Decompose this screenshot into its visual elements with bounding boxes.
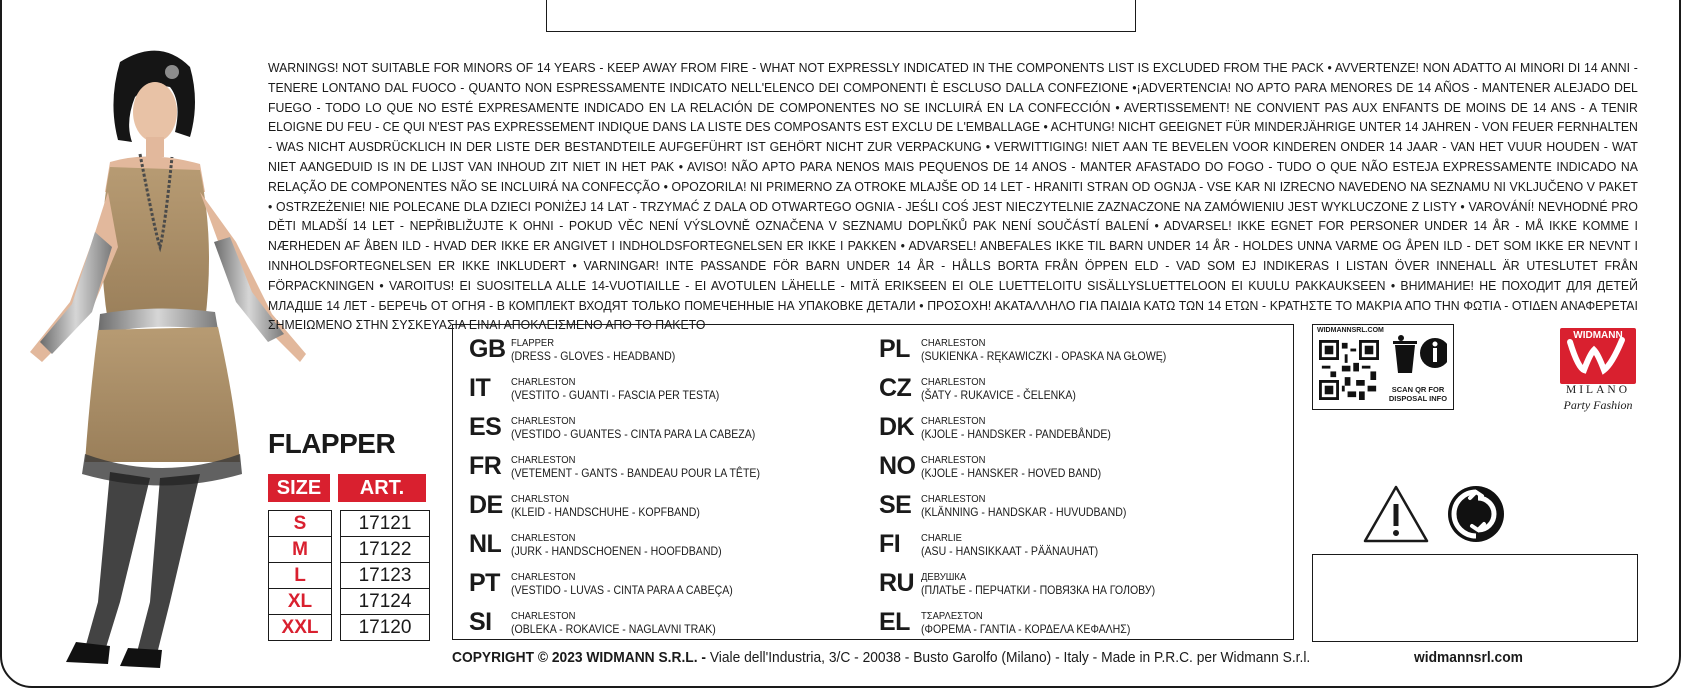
qr-url-label: WIDMANNSRL.COM [1317, 327, 1384, 334]
language-code: PT [469, 569, 500, 597]
language-product-name: ΤΣΑΡΛΕΣΤΟΝ [921, 610, 983, 622]
language-components: (ПЛАТЬЕ - ПЕРЧАТКИ - ПОВЯЗКА НА ГОЛОВУ) [921, 583, 1156, 597]
language-components: (ΦΟΡΕΜΑ - ΓΑΝΤΙΑ - ΚΟΡΔΕΛΑ ΚΕΦΑΛΗΣ) [921, 622, 1131, 636]
language-product-name: CHARLESTON [921, 454, 986, 466]
language-components: (SUKIENKA - RĘKAWICZKI - OPASKA NA GŁOWĘ) [921, 349, 1167, 363]
language-components: (DRESS - GLOVES - HEADBAND) [511, 349, 676, 363]
website-link[interactable]: widmannsrl.com [1414, 649, 1523, 666]
language-product-name: CHARLESTON [511, 415, 576, 427]
size-cell: XL [269, 589, 332, 615]
language-components: (JURK - HANDSCHOENEN - HOOFDBAND) [511, 544, 722, 558]
language-code: NO [879, 452, 916, 480]
size-cell: L [269, 563, 332, 589]
size-cell: XXL [269, 615, 332, 641]
language-product-name: ДЕВУШКА [921, 571, 967, 583]
green-dot-recycle-icon [1446, 484, 1506, 544]
language-product-name: CHARLESTON [511, 571, 576, 583]
table-row [269, 511, 430, 537]
language-code: RU [879, 569, 915, 597]
language-components: (VESTIDO - LUVAS - CINTA PARA A CABEÇA) [511, 583, 733, 597]
language-code: SI [469, 608, 492, 636]
language-components: (KJOLE - HANDSKER - PANDEBÅNDE) [921, 427, 1111, 441]
language-code: SE [879, 491, 912, 519]
language-code: CZ [879, 374, 912, 402]
article-cell: 17124 [341, 589, 430, 615]
language-code: PL [879, 335, 910, 363]
table-row [269, 615, 430, 641]
size-cell: M [269, 537, 332, 563]
widmann-logo [1560, 324, 1638, 384]
language-components: (VESTIDO - GUANTES - CINTA PARA LA CABEZA) [511, 427, 756, 441]
warning-triangle-icon [1362, 484, 1430, 544]
table-row [269, 589, 430, 615]
language-code: FI [879, 530, 901, 558]
language-product-name: CHARLESTON [511, 610, 576, 622]
language-components: (ŠATY - RUKAVICE - ČELENKA) [921, 388, 1076, 402]
language-product-name: FLAPPER [511, 337, 555, 349]
language-product-name: CHARLESTON [921, 415, 986, 427]
logo-brand-text: WIDMANN [1573, 330, 1623, 341]
language-product-name: CHARLIE [921, 532, 962, 544]
language-product-name: CHARLESTON [921, 337, 986, 349]
logo-tagline: Party Fashion [1563, 398, 1633, 412]
article-cell: 17122 [341, 537, 430, 563]
table-row [269, 537, 430, 563]
language-components: (OBLEKA - ROKAVICE - NAGLAVNI TRAK) [511, 622, 716, 636]
recycle-bin-info-icon [1389, 333, 1447, 375]
article-cell: 17123 [341, 563, 430, 589]
language-code: EL [879, 608, 910, 636]
language-code: IT [469, 374, 491, 402]
blank-label-box [1312, 554, 1638, 642]
language-code: FR [469, 452, 502, 480]
language-components: (KLEID - HANDSCHUHE - KOPFBAND) [511, 505, 700, 519]
language-list-box [452, 324, 1294, 640]
language-components: (KJOLE - HANSKER - HOVED BAND) [921, 466, 1102, 480]
language-code: ES [469, 413, 502, 441]
logo-city: MILANO [1566, 384, 1630, 396]
language-product-name: CHARLESTON [921, 376, 986, 388]
language-product-name: CHARLESTON [511, 376, 576, 388]
language-components: (VESTITO - GUANTI - FASCIA PER TESTA) [511, 388, 720, 402]
qr-code-icon [1319, 339, 1379, 401]
language-components: (ASU - HANSIKKAAT - PÄÄNAUHAT) [921, 544, 1099, 558]
scan-qr-label: SCAN QR FOR DISPOSAL INFO [1388, 385, 1448, 403]
language-code: GB [469, 335, 506, 363]
language-code: DK [879, 413, 915, 441]
language-product-name: CHARLSTON [511, 493, 570, 505]
safety-warnings-text: WARNINGS! NOT SUITABLE FOR MINORS OF 14 YEARS - KEEP AWAY FROM FIRE - WHAT NOT EXPRESSLY INDICATED IN THE COMPONENTS LIST IS EXCLUDED FROM THE PACK • AVVERTENZE! NON ADATTO AI MINORI DI 14 ANNI - TENERE LONTANO DAL FUOCO - QUANTO NON ESPRESSAMENTE INDICATO NELL'ELENCO DEI COMPONENTI È ESCLUSO DALLA CONFEZIONE •¡ADVERTENCIA! NO APTO PARA MENORES DE 14 AÑOS - MANTENER ALEJADO DEL FUEGO - TODO LO QUE NO ESTÉ EXPRESAMENTE INDICADO EN LA RELACIÓN DE COMPONENTES NO SE INCLUIRÁ EN LA CONFECCIÓN • AVERTISSEMENT! NE CONVIENT PAS AUX ENFANTS DE MOINS DE 14 ANS - A TENIR ELOIGNE DU FEU - CE QUI N'EST PAS EXPRESSEMENT INDIQUE DANS LA LISTE DES COMPOSANTS EST EXCLU DE L'EMBALLAGE • ACHTUNG! NICHT GEEIGNET FÜR MINDERJÄHRIGE UNTER 14 JAHREN - VON FEUER FERNHALTEN - WAS NICHT AUSDRÜCKLICH IN DER LISTE DER BESTANDTEILE AUFGEFÜHRT IST GEHÖRT NICHT ZUR VERPACKUNG • VERWITTIGING! NIET AAN TE BEVELEN VOOR KINDEREN ONDER 14 JAAR - VAN HET VUUR HOUDEN - WAT NIET AANGEDUID IS IN DE LIJST VAN INHOUD ZIT NIET IN HET PAK • AVISO! NÃO APTO PARA NENOS MAIS PEQUENOS DE 14 ANOS - MANTER AFASTADO DO FOGO - TUDO O QUE NÃO ESTEJA EXPRESSAMENTE INDICADO NA RELAÇÃO DE COMPONENTES NÃO SE INCLUIRÁ NA CONFECÇÃO • OPOZORILA! NI PRIMERNO ZA OTROKE MLAJŠE OD 14 LET - HRANITI STRAN OD OGNJA - VSE KAR NI IZRECNO NAVEDENO NA SEZNAMU NI VKLJUČENO V PAKET • OSTRZEŻENIE! NIE POLECANE DLA DZIECI PONIŻEJ 14 LAT - TRZYMAĆ Z DALA OD OTWARTEGO OGNIA - JEŚLI COŚ JEST NIECZYTELNIE ZAZNACZONE NA ZAMÓWIENIU JEST WYKLUCZONE Z LISTY • VAROVÁNÍ! NEVHODNÉ PRO DĚTI MLADŠÍ 14 LET - NEPŘIBLIŽUJTE K OHNI - POKUD VĚC NENÍ VÝSLOVNĚ OZNAČENA V SEZNAMU DOPLŇKŮ PAK NENÍ SOUČÁSTÍ BALENÍ • ADVARSEL! IKKE EGNET FOR PERSONER UNDER 14 ÅR - MÅ IKKE KOMME I NÆRHEDEN AF ÅBEN ILD - HVAD DER IKKE ER ANGIVET I INDHOLDSFORTEGNELSEN ER IKKE I PAKKEN • ADVARSEL! ANBEFALES IKKE TIL BARN UNDER 14 ÅR - HOLDES UNNA VARME OG ÅPEN ILD - DET SOM IKKE ER NEVNT I INNHOLDSFORTEGNELSEN ER IKKE INKLUDERT • VARNINGAR! INTE PASSANDE FÖR BARN UNDER 14 ÅR - HÅLLS BORTA FRÅN ÖPPEN ELD - VAD SOM EJ INDIKERAS I LISTAN ÖVER INNEHALL ÄR UTESLUTET FRÅN FÖRPACKNINGEN • VAROITUS! EI SUOSITELLA ALLE 14-VUOTIAILLE - EI AVOTULEN LÄHELLE - MITÄ ERIKSEEN EI OLE LUETTELOITU SISÄLLYSLUETTELOON EI KUULU PAKKAUKSEEN • ВНИМАНИЕ! НЕ ПОХОДИТ ДЛЯ ДЕТЕЙ МЛАДШЕ 14 ЛЕТ - БЕРЕЧЬ ОТ ОГНЯ - В КОМПЛЕКТ ВХОДЯТ ТОЛЬКО ПОМЕЧЕННЫЕ НА УПАКОВКЕ ДЕТАЛИ • ΠΡΟΣΟΧΗ! ΑΚΑΤΑΛΛΗΛΟ ΓΙΑ ΠΑΙΔΙΑ ΚΑΤΩ ΤΩΝ 14 ΕΤΩΝ - ΚΡΑΤΗΣΤΕ ΤΟ ΜΑΚΡΙΑ ΑΠΟ ΤΗΝ ΦΩΤΙΑ - ΟΤΙΔΕΝ ΑΝΑΦΕΡΕΤΑΙ ΣΗΜΕΙΩΜΕΝΟ ΣΤΗΝ ΣΥΣΚΕΥΑΣΙΑ ΕΙΝΑΙ ΑΠΟΚΛΕΙΣΜΕΝΟ ΑΠΟ ΤΟ ΠΑΚΕΤΟ [268, 60, 1638, 333]
language-components: (VETEMENT - GANTS - BANDEAU POUR LA TÊTE) [511, 466, 760, 480]
language-code: NL [469, 530, 502, 558]
size-article-table [268, 510, 430, 641]
qr-disposal-box [1312, 324, 1454, 410]
article-cell: 17120 [341, 615, 430, 641]
top-label-box [546, 0, 1136, 32]
language-product-name: CHARLESTON [511, 454, 576, 466]
product-title: FLAPPER [268, 428, 396, 459]
copyright-address: Viale dell'Industria, 3/C - 20038 - Busto Garolfo (Milano) - Italy - Made in P.R.C. per Widmann S.r.l. [706, 649, 1311, 666]
language-product-name: CHARLESTON [921, 493, 986, 505]
language-components: (KLÄNNING - HANDSKAR - HUVUDBAND) [921, 505, 1127, 519]
copyright-bold: COPYRIGHT © 2023 WIDMANN S.R.L. - [452, 649, 707, 666]
language-code: DE [469, 491, 503, 519]
size-cell: S [269, 511, 332, 537]
copyright-line [452, 649, 1310, 666]
article-cell: 17121 [341, 511, 430, 537]
size-column-header: SIZE [268, 474, 330, 502]
table-row [269, 563, 430, 589]
language-product-name: CHARLESTON [511, 532, 576, 544]
art-column-header: ART. [338, 474, 426, 502]
